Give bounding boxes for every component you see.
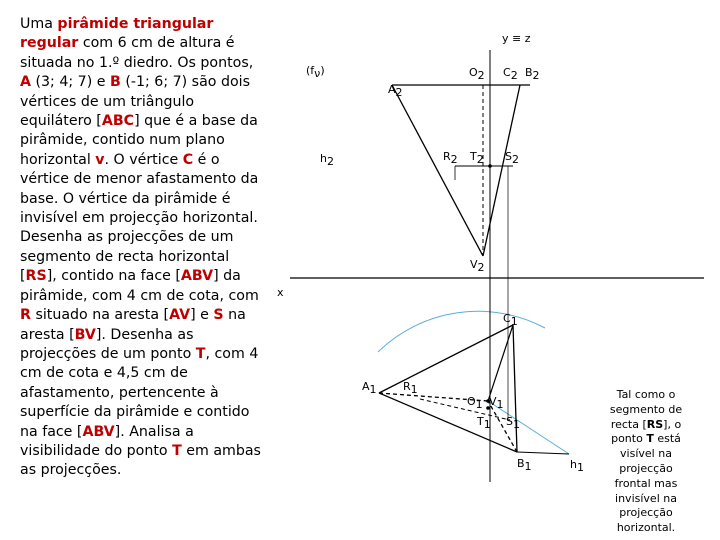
text-segment: , com 4 cm de cota e 4,5 cm de afastamento, pertencente à superfície da pirâmide e contido na face [ bbox=[20, 345, 259, 440]
triangle-abc-label: ABC bbox=[101, 113, 135, 130]
edge-av-label: AV bbox=[169, 307, 191, 324]
plane-v-label: v bbox=[95, 151, 105, 168]
point-t-label: T bbox=[195, 345, 206, 362]
text-segment: ] da pirâmide, com 4 cm de cota, com bbox=[20, 268, 259, 304]
text-segment: (-1; 6; 7) são dois vértices de um triângulo equilátero [ bbox=[20, 74, 250, 130]
text-segment: . O vértice bbox=[104, 151, 183, 168]
construction-arc bbox=[378, 311, 545, 352]
text-highlight: pirâmide triangular regular bbox=[20, 16, 214, 52]
axis-label-x: x bbox=[277, 286, 284, 299]
text-segment: em ambas as projecções. bbox=[20, 442, 261, 479]
face-abv-label: ABV bbox=[82, 423, 115, 440]
text-segment: situado na aresta [ bbox=[30, 307, 170, 324]
point-t2-dot bbox=[488, 164, 492, 168]
text-segment: ] que é a base da pirâmide, contido num plano horizontal bbox=[20, 113, 258, 168]
label-s2: S2 bbox=[505, 150, 519, 166]
text-segment: ]. Analisa a visibilidade do ponto bbox=[20, 423, 194, 459]
label-a1: A1 bbox=[362, 380, 377, 396]
point-t-label: T bbox=[172, 442, 182, 459]
label-s1: S1 bbox=[506, 415, 520, 431]
text-segment: é o vértice de menor afastamento da base. O vértice da pirâmide é invisível em projecção horizontal. Desenha as projecções de um segmento de recta horizontal [ bbox=[20, 151, 259, 285]
text-segment: na aresta [ bbox=[20, 307, 246, 343]
label-c2: C2 bbox=[503, 66, 518, 82]
edge-bv-label: BV bbox=[74, 326, 96, 343]
text-segment: ], o ponto bbox=[611, 417, 682, 446]
point-t-label: T bbox=[646, 432, 654, 446]
label-b2: B2 bbox=[525, 66, 540, 82]
text-segment: Uma bbox=[20, 16, 58, 32]
segment-rs-label: RS bbox=[646, 417, 664, 431]
face-abv-label: ABV bbox=[180, 268, 214, 285]
label-o2: O2 bbox=[469, 66, 485, 82]
label-a2: A2 bbox=[388, 83, 403, 99]
label-c1: C1 bbox=[503, 312, 518, 328]
label-v1: V1 bbox=[489, 395, 504, 411]
label-t2: T2 bbox=[470, 150, 484, 166]
label-v2: V2 bbox=[470, 258, 485, 274]
point-a-label: A bbox=[20, 74, 31, 91]
label-b1: B1 bbox=[517, 457, 532, 473]
label-o1: O1 bbox=[467, 395, 483, 411]
edge-a2-v2 bbox=[392, 85, 483, 256]
side-note bbox=[608, 388, 684, 536]
axis-label-yz: y ≡ z bbox=[502, 32, 531, 45]
line-h1 bbox=[517, 452, 569, 454]
text-segment: com 6 cm de altura é situada no 1.º diedro. Os pontos, bbox=[20, 35, 254, 71]
text-segment: (3; 4; 7) e bbox=[30, 74, 110, 91]
label-r1: R1 bbox=[403, 380, 418, 396]
point-r-label: R bbox=[20, 307, 31, 324]
segment-rs-label: RS bbox=[25, 268, 47, 285]
label-hv: h2 bbox=[320, 152, 334, 168]
text-segment: ]. Desenha as projecções de um ponto bbox=[20, 326, 196, 362]
point-b-label: B bbox=[109, 74, 121, 91]
text-segment: ], contido na face [ bbox=[46, 268, 181, 285]
text-segment: está visível na projecção frontal mas invisível na projecção horizontal. bbox=[614, 432, 681, 535]
label-h1: h1 bbox=[570, 458, 584, 474]
point-s-label: S bbox=[213, 307, 224, 324]
edge-b1-c1 bbox=[513, 325, 517, 452]
text-segment: ] e bbox=[190, 307, 214, 324]
text-segment: Tal como o segmento de recta [ bbox=[609, 388, 683, 431]
label-r2: R2 bbox=[443, 150, 458, 166]
point-c-label: C bbox=[182, 151, 194, 168]
edge-b2-v2 bbox=[483, 85, 520, 256]
label-t1: T1 bbox=[477, 415, 491, 431]
label-fv: (fν) bbox=[306, 64, 325, 80]
